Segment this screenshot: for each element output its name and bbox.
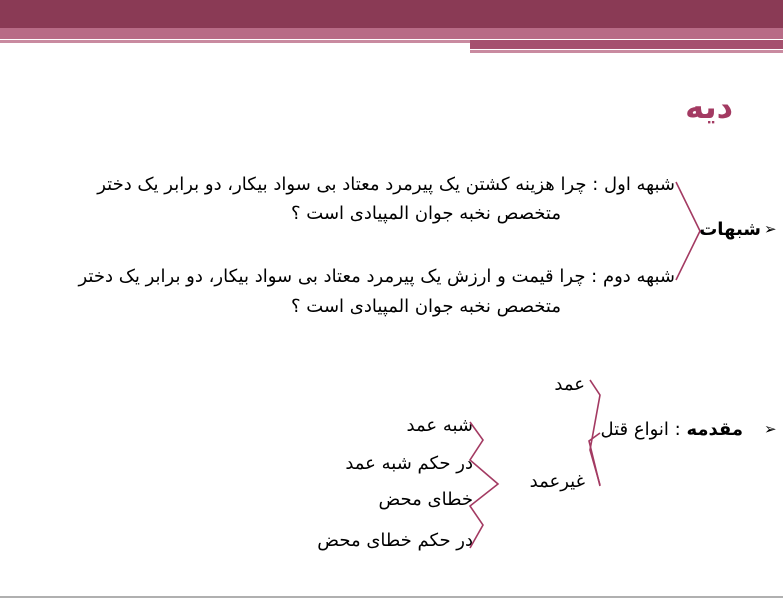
subtype-item: در حکم خطای محض xyxy=(317,530,473,551)
doubt1-line1: شبهه اول : چرا هزینه کشتن یک پیرمرد معتاد بی سواد بیکار، دو برابر یک دختر xyxy=(97,174,675,195)
subtype-item: شبه عمد xyxy=(406,415,473,436)
doubts-bracket xyxy=(676,182,700,280)
doubts-label: شبهات xyxy=(699,219,761,240)
doubt2-line1: شبهه دوم : چرا قیمت و ارزش یک پیرمرد معتاد بی سواد بیکار، دو برابر یک دختر xyxy=(78,266,675,287)
intro-label-bold: مقدمه xyxy=(686,419,743,440)
type-unintentional: غیرعمد xyxy=(529,471,585,492)
doubt1-line2: متخصص نخبه جوان المپیادی است ؟ xyxy=(291,203,561,224)
bullet-arrow-icon: ➢ xyxy=(764,420,777,438)
unintentional-bracket xyxy=(470,422,498,548)
type-intentional: عمد xyxy=(554,374,585,395)
bottom-rule xyxy=(0,596,783,598)
intro-bracket-lower xyxy=(589,433,600,486)
doubt2-line2: متخصص نخبه جوان المپیادی است ؟ xyxy=(291,296,561,317)
subtype-item: در حکم شبه عمد xyxy=(345,453,473,474)
slide-title: دیه xyxy=(685,88,733,126)
intro-label-rest: : انواع قتل xyxy=(600,419,687,440)
intro-bracket xyxy=(590,380,600,485)
bullet-arrow-icon: ➢ xyxy=(764,220,777,238)
subtype-item: خطای محض xyxy=(378,489,473,510)
